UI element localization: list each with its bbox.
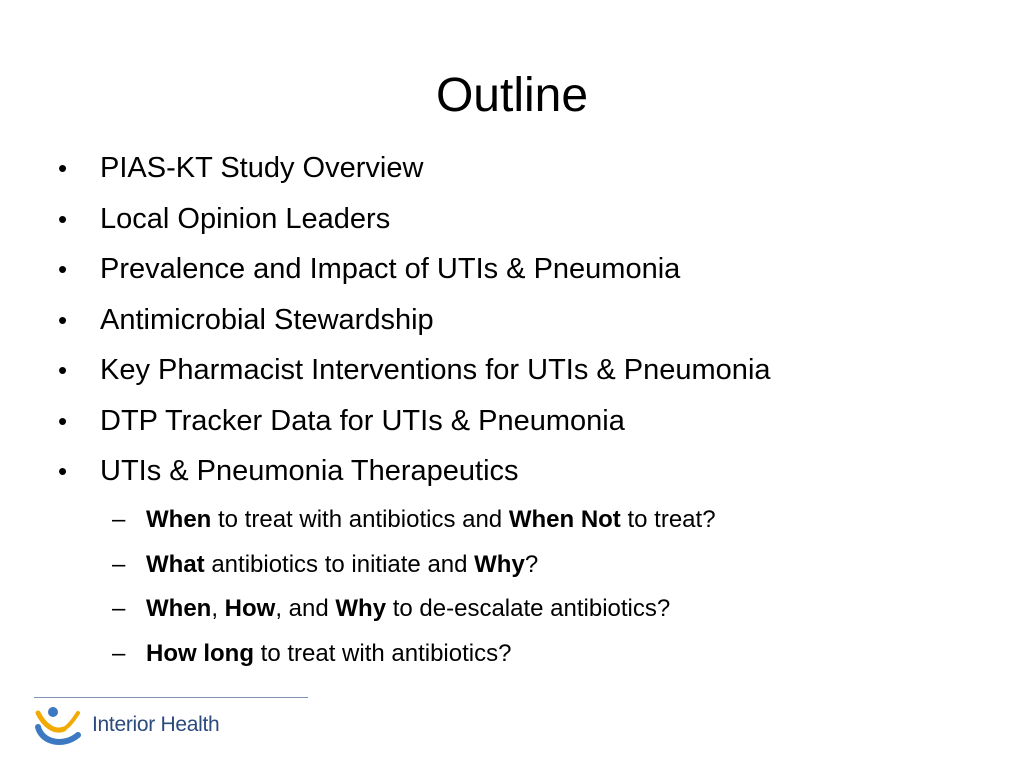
bullet-item: [56, 247, 986, 298]
sub-bullet-segment: Why: [474, 550, 525, 578]
sub-bullet-segment: When Not: [508, 506, 621, 533]
bullet-item: [56, 348, 986, 399]
bullet-item: [56, 197, 986, 248]
bullet-item: [56, 298, 986, 349]
sub-bullet-text: [146, 506, 716, 533]
sub-bullet-list: [104, 498, 964, 676]
sub-bullet-segment: What: [146, 550, 205, 578]
sub-bullet-text: [146, 595, 670, 622]
interior-health-logo-icon: [34, 703, 86, 747]
bullet-text: Prevalence and Impact of UTIs & Pneumonia: [100, 253, 681, 285]
logo-text: Interior Health: [92, 713, 220, 736]
sub-bullet-segment: When: [146, 506, 212, 533]
sub-bullet-symbol: –: [112, 639, 126, 667]
sub-bullet-text: [146, 551, 538, 578]
interior-health-logo: [34, 703, 274, 747]
sub-bullet-segment: How long: [146, 639, 254, 667]
sub-bullet-segment: antibiotics to initiate and: [204, 550, 475, 578]
sub-bullet-text: [146, 640, 511, 667]
bullet-symbol: •: [58, 203, 68, 234]
bullet-text: Antimicrobial Stewardship: [100, 303, 434, 336]
sub-bullet-segment: How: [224, 595, 276, 623]
bullet-text: PIAS-KT Study Overview: [100, 152, 424, 184]
sub-bullet-symbol: –: [112, 506, 126, 533]
bullet-symbol: •: [58, 254, 68, 284]
bullet-symbol: •: [58, 456, 68, 486]
sub-bullet-segment: When: [146, 595, 212, 623]
sub-bullet-segment: ?: [524, 550, 539, 578]
bullet-symbol: •: [58, 405, 68, 436]
bullet-text: Key Pharmacist Interventions for UTIs & Pneumonia: [100, 354, 771, 386]
sub-bullet-item: [104, 498, 964, 543]
logo-divider: [34, 697, 308, 698]
sub-bullet-item: [104, 587, 964, 632]
bullet-text: Local Opinion Leaders: [100, 202, 391, 235]
bullet-list: [56, 146, 986, 500]
sub-bullet-segment: , and: [275, 595, 336, 623]
sub-bullet-symbol: –: [112, 550, 126, 578]
sub-bullet-segment: to treat?: [620, 506, 716, 533]
bullet-item: [56, 449, 986, 500]
slide-title: Outline: [435, 69, 589, 122]
sub-bullet-segment: to de-escalate antibiotics?: [386, 595, 671, 623]
bullet-symbol: •: [58, 153, 68, 183]
sub-bullet-item: [104, 543, 964, 588]
bullet-item: [56, 399, 986, 450]
sub-bullet-item: [104, 632, 964, 677]
bullet-text: UTIs & Pneumonia Therapeutics: [100, 455, 519, 487]
bullet-symbol: •: [58, 304, 68, 335]
sub-bullet-symbol: –: [112, 595, 126, 623]
sub-bullet-segment: Why: [335, 595, 387, 623]
bullet-item: [56, 146, 986, 197]
sub-bullet-segment: to treat with antibiotics?: [253, 639, 512, 667]
sub-bullet-segment: to treat with antibiotics and: [211, 506, 509, 533]
bullet-text: DTP Tracker Data for UTIs & Pneumonia: [100, 404, 625, 437]
sub-bullet-segment: ,: [211, 595, 225, 623]
bullet-symbol: •: [58, 355, 68, 385]
